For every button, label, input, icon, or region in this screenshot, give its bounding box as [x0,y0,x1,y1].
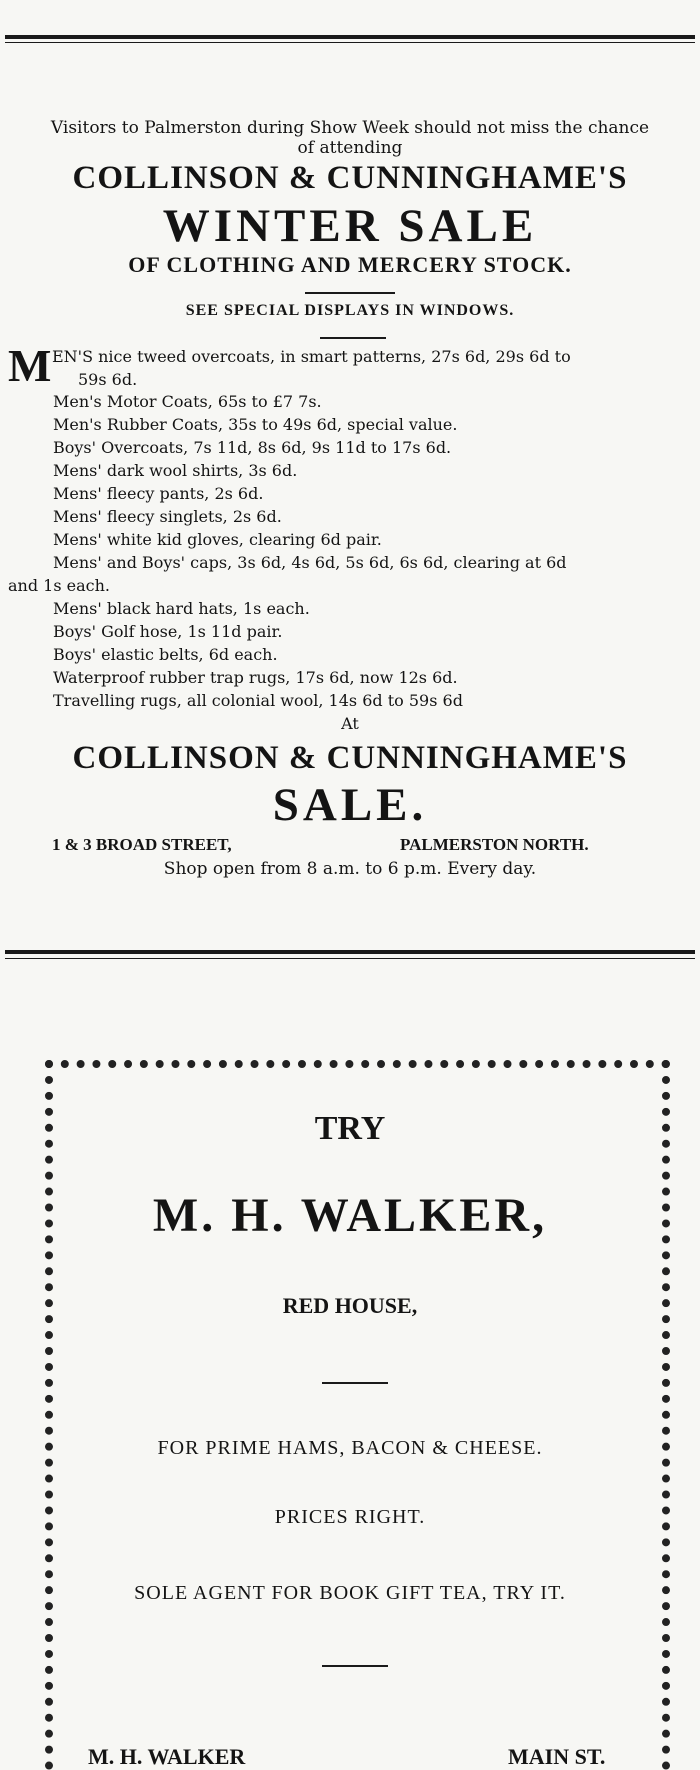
list-item: Travelling rugs, all colonial wool, 14s 6d to 59s 6d [53,691,463,710]
displays-note: SEE SPECIAL DISPLAYS IN WINDOWS. [185,302,515,319]
footer-name: M. H. WALKER [88,1744,246,1769]
divider [305,292,395,294]
sale-word: SALE. [272,779,428,831]
list-item: Mens' and Boys' caps, 3s 6d, 4s 6d, 5s 6d, 6s 6d, clearing at 6d [53,553,567,572]
list-item: Men's Rubber Coats, 35s to 49s 6d, special value. [53,415,458,434]
sale-title: WINTER SALE [162,200,538,252]
ad-border [45,1060,670,1770]
tea-line: SOLE AGENT FOR BOOK GIFT TEA, TRY IT. [134,1582,566,1604]
section-rule-thin [5,958,695,959]
section-rule [5,950,695,954]
shop-name: RED HOUSE, [282,1293,418,1318]
at-label: At [341,714,359,733]
top-rule-thin [5,42,695,43]
intro-line-2: of attending [297,138,403,158]
list-item: Boys' Overcoats, 7s 11d, 8s 6d, 9s 11d to 17s 6d. [53,438,452,457]
firm-name-heading: COLLINSON & CUNNINGHAME'S [72,160,628,196]
first-item-line-1: EN'S nice tweed overcoats, in smart patterns, 27s 6d, 29s 6d to [52,347,571,366]
firm-name-footer: COLLINSON & CUNNINGHAME'S [72,740,628,776]
footer-street: MAIN ST. [508,1744,606,1769]
list-item: Mens' dark wool shirts, 3s 6d. [53,461,298,480]
list-item: Men's Motor Coats, 65s to £7 7s. [53,392,322,411]
list-item: Mens' fleecy singlets, 2s 6d. [53,507,282,526]
hams-line: FOR PRIME HAMS, BACON & CHEESE. [157,1437,543,1459]
list-item: and 1s each. [8,576,111,595]
list-item: Mens' fleecy pants, 2s 6d. [53,484,264,503]
try-heading: TRY [314,1110,386,1147]
drop-cap: M [8,340,52,391]
first-item-line-2: 59s 6d. [78,370,138,389]
sale-subtitle: OF CLOTHING AND MERCERY STOCK. [128,252,572,277]
address-town: PALMERSTON NORTH. [400,835,589,854]
walker-name: M. H. WALKER, [152,1189,548,1242]
intro-line-1: Visitors to Palmerston during Show Week should not miss the chance [50,118,650,138]
shop-hours: Shop open from 8 a.m. to 6 p.m. Every day. [163,859,537,879]
divider [322,1665,388,1667]
list-item: Waterproof rubber trap rugs, 17s 6d, now 12s 6d. [53,668,458,687]
list-item: Mens' white kid gloves, clearing 6d pair. [53,530,382,549]
list-item: Boys' Golf hose, 1s 11d pair. [53,622,283,641]
address-street: 1 & 3 BROAD STREET, [52,835,232,854]
list-item: Mens' black hard hats, 1s each. [53,599,310,618]
top-rule [5,35,695,39]
list-item: Boys' elastic belts, 6d each. [53,645,278,664]
prices-line: PRICES RIGHT. [274,1506,426,1528]
divider [322,1382,388,1384]
divider [320,337,386,339]
